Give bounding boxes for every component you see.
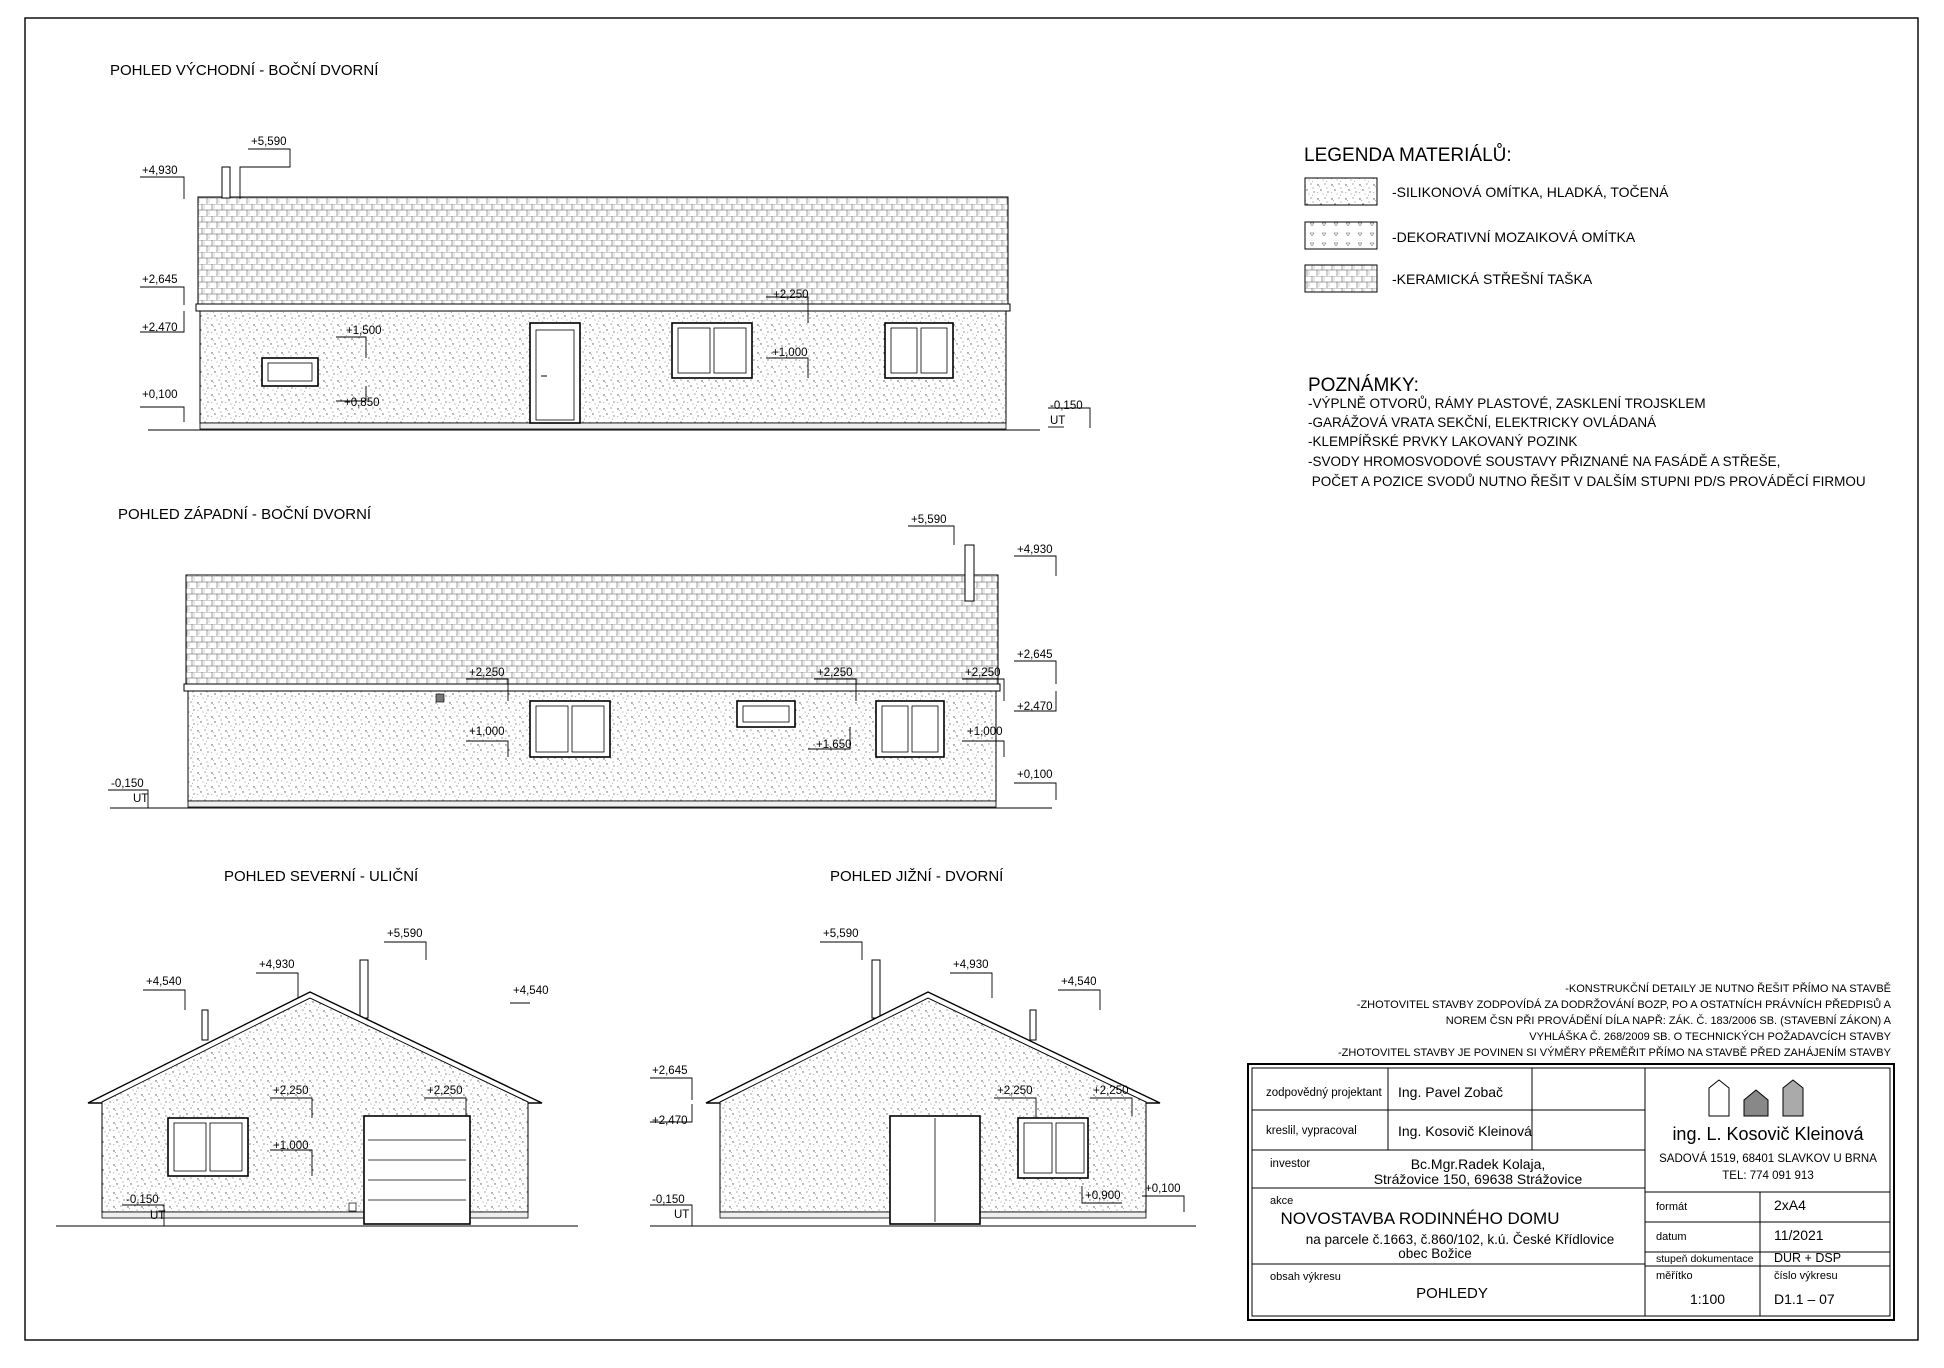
west-level-2250-c: +2,250: [965, 667, 1001, 679]
disclaimer-4: VYHLÁŠKA Č. 268/2009 SB. O TECHNICKÝCH POŽADAVCÍCH STAVBY: [1529, 1031, 1891, 1043]
note-line-5: POČET A POZICE SVODŮ NUTNO ŘEŠIT V DALŠÍM STUPNI PD/S PROVÁDĚCÍ FIRMOU: [1308, 474, 1866, 489]
west-level-5590: +5,590: [911, 514, 947, 526]
west-level-1650: +1,650: [816, 739, 852, 751]
south-chimney: [872, 960, 880, 1018]
legend-item-mosaic: -DEKORATIVNÍ MOZAIKOVÁ OMÍTKA: [1392, 229, 1636, 245]
legend-swatch-plaster: [1305, 178, 1377, 205]
north-level-4930: +4,930: [259, 959, 295, 971]
west-level-2470: +2,470: [1017, 701, 1053, 713]
west-level-ut: UT: [133, 793, 149, 805]
east-window-3: [885, 323, 953, 378]
east-eaves: [196, 304, 1010, 311]
investor-address: Strážovice 150, 69638 Strážovice: [1373, 1171, 1583, 1187]
north-level-2250-b: +2,250: [427, 1085, 463, 1097]
materials-legend: [1304, 144, 1669, 292]
west-level-2645: +2,645: [1017, 649, 1053, 661]
east-level-2250: +2,250: [773, 289, 809, 301]
west-level-m0150: -0,150: [111, 778, 144, 790]
east-level-2470: +2,470: [142, 322, 178, 334]
west-roof: [186, 575, 998, 685]
value-projektant: Ing. Pavel Zobač: [1398, 1084, 1504, 1100]
disclaimer-2: -ZHOTOVITEL STAVBY ZODPOVÍDÁ ZA DODRŽOVÁNÍ BOZP, PO A OSTATNÍCH PRÁVNÍCH PŘEDPISŮ A: [1356, 999, 1891, 1011]
investor-name: Bc.Mgr.Radek Kolaja,: [1410, 1156, 1546, 1172]
company-phone: TEL: 774 091 913: [1722, 1170, 1814, 1182]
east-elevation: [110, 62, 1090, 430]
east-level-0850: +0,850: [344, 397, 380, 409]
legend-title: LEGENDA MATERIÁLŮ:: [1304, 145, 1512, 166]
west-level-4930: +4,930: [1017, 544, 1053, 556]
north-view-title: POHLED SEVERNÍ - ULIČNÍ: [224, 868, 419, 885]
north-level-4540: +4,540: [146, 976, 182, 988]
north-level-m0150: -0,150: [126, 1194, 159, 1206]
company-name: ing. L. Kosovič Kleinová: [1672, 1124, 1864, 1144]
east-chimney: [222, 167, 230, 198]
legend-item-plaster: -SILIKONOVÁ OMÍTKA, HLADKÁ, TOČENÁ: [1392, 184, 1669, 200]
north-level-ut: UT: [150, 1210, 166, 1222]
south-level-4540: +4,540: [1061, 976, 1097, 988]
legend-swatch-tiles: [1305, 265, 1377, 292]
east-window-2: [672, 323, 752, 378]
north-level-5590: +5,590: [387, 928, 423, 940]
south-level-2645: +2,645: [652, 1065, 688, 1077]
west-eaves: [184, 684, 1000, 691]
south-level-2470: +2,470: [652, 1115, 688, 1127]
east-plinth: [200, 423, 1006, 429]
label-projektant: zodpovědný projektant: [1266, 1087, 1382, 1099]
east-level-ut: UT: [1050, 415, 1066, 427]
akce-title: NOVOSTAVBA RODINNÉHO DOMU: [1280, 1209, 1560, 1228]
west-plinth: [188, 801, 996, 807]
north-garage-door: [364, 1116, 470, 1224]
label-meritko: měřítko: [1656, 1270, 1693, 1282]
south-elevation: [650, 868, 1196, 1226]
north-level-2250-a: +2,250: [273, 1085, 309, 1097]
disclaimer-5: -ZHOTOVITEL STAVBY JE POVINEN SI VÝMĚRY PŘEMĚŘIT PŘÍMO NA STAVBĚ PŘED ZAHÁJENÍM STAVBY: [1338, 1047, 1891, 1059]
west-elevation: [108, 506, 1056, 808]
north-chimney: [360, 960, 368, 1018]
west-level-1000-a: +1,000: [469, 726, 505, 738]
south-level-0100: +0,100: [1145, 1183, 1181, 1195]
obsah-value: POHLEDY: [1416, 1285, 1488, 1302]
akce-obec: obec Božice: [1398, 1246, 1472, 1261]
disclaimers: [1338, 982, 1892, 1059]
south-level-4930: +4,930: [953, 959, 989, 971]
west-level-1000-b: +1,000: [967, 726, 1003, 738]
west-view-title: POHLED ZÁPADNÍ - BOČNÍ DVORNÍ: [118, 506, 372, 523]
label-cislo: číslo výkresu: [1774, 1270, 1838, 1282]
label-akce: akce: [1270, 1195, 1294, 1207]
east-level-1500: +1,500: [346, 325, 382, 337]
label-investor: investor: [1270, 1158, 1311, 1170]
note-line-3: -KLEMPÍŘSKÉ PRVKY LAKOVANÝ POZINK: [1308, 434, 1578, 449]
company-address: SADOVÁ 1519, 68401 SLAVKOV U BRNA: [1659, 1153, 1877, 1165]
west-level-2250-a: +2,250: [469, 667, 505, 679]
value-kreslil: Ing. Kosovič Kleinová: [1398, 1123, 1532, 1139]
west-window-2: [737, 701, 795, 727]
south-level-2250-a: +2,250: [997, 1085, 1033, 1097]
south-level-0900: +0,900: [1085, 1190, 1121, 1202]
value-meritko: 1:100: [1690, 1291, 1726, 1307]
label-stupen: stupeň dokumentace: [1656, 1253, 1754, 1265]
south-view-title: POHLED JIŽNÍ - DVORNÍ: [830, 868, 1004, 885]
east-window-1: [262, 358, 318, 386]
disclaimer-3: NOREM ČSN PŘI PROVÁDĚNÍ DÍLA NAPŘ: ZÁK. Č. 183/2006 SB. (STAVEBNÍ ZÁKON) A: [1445, 1015, 1891, 1027]
legend-item-tiles: -KERAMICKÁ STŘEŠNÍ TAŠKA: [1392, 271, 1593, 287]
south-level-m0150: -0,150: [652, 1194, 685, 1206]
value-format: 2xA4: [1774, 1197, 1806, 1213]
disclaimer-1: -KONSTRUKČNÍ DETAILY JE NUTNO ŘEŠIT PŘÍMO NA STAVBĚ: [1565, 983, 1891, 995]
east-view-title: POHLED VÝCHODNÍ - BOČNÍ DVORNÍ: [110, 62, 379, 79]
akce-parcel: na parcele č.1663, č.860/102, k.ú. České Křídlovice: [1305, 1232, 1615, 1247]
east-level-1000: +1,000: [772, 347, 808, 359]
east-roof: [198, 197, 1008, 305]
west-level-2250-b: +2,250: [817, 667, 853, 679]
legend-swatch-mosaic: [1305, 222, 1377, 249]
north-level-1000: +1,000: [273, 1140, 309, 1152]
north-elevation: [56, 868, 578, 1226]
west-window-1: [530, 701, 610, 757]
note-line-4: -SVODY HROMOSVODOVÉ SOUSTAVY PŘIZNANÉ NA FASÁDĚ A STŘEŠE,: [1308, 454, 1781, 469]
label-format: formát: [1656, 1201, 1688, 1213]
east-door: [530, 323, 580, 423]
label-obsah: obsah výkresu: [1270, 1271, 1341, 1283]
value-datum: 11/2021: [1774, 1227, 1824, 1243]
west-chimney: [965, 545, 974, 601]
notes: [1308, 375, 1866, 489]
south-window: [1018, 1118, 1088, 1178]
note-line-1: -VÝPLNĚ OTVORŮ, RÁMY PLASTOVÉ, ZASKLENÍ TROJSKLEM: [1308, 396, 1706, 411]
title-block: [1248, 1064, 1894, 1320]
north-window: [168, 1118, 248, 1176]
value-cislo: D1.1 – 07: [1774, 1291, 1835, 1307]
west-level-0100: +0,100: [1017, 769, 1053, 781]
north-level-4540-small: +4,540: [513, 985, 549, 997]
notes-title: POZNÁMKY:: [1308, 375, 1419, 396]
label-datum: datum: [1656, 1231, 1687, 1243]
east-level-m0150: -0,150: [1050, 400, 1083, 412]
east-level-0100: +0,100: [142, 389, 178, 401]
label-kreslil: kreslil, vypracoval: [1266, 1125, 1357, 1137]
south-level-5590: +5,590: [823, 928, 859, 940]
value-stupen: DUR + DSP: [1774, 1251, 1842, 1265]
west-window-3: [876, 701, 944, 757]
east-level-5590: +5,590: [251, 136, 287, 148]
east-level-4930: +4,930: [142, 165, 178, 177]
south-level-2250-b: +2,250: [1093, 1085, 1129, 1097]
note-line-2: -GARÁŽOVÁ VRATA SEKČNÍ, ELEKTRICKY OVLÁDANÁ: [1308, 415, 1657, 430]
east-level-2645: +2,645: [142, 274, 178, 286]
south-level-ut: UT: [674, 1209, 690, 1221]
